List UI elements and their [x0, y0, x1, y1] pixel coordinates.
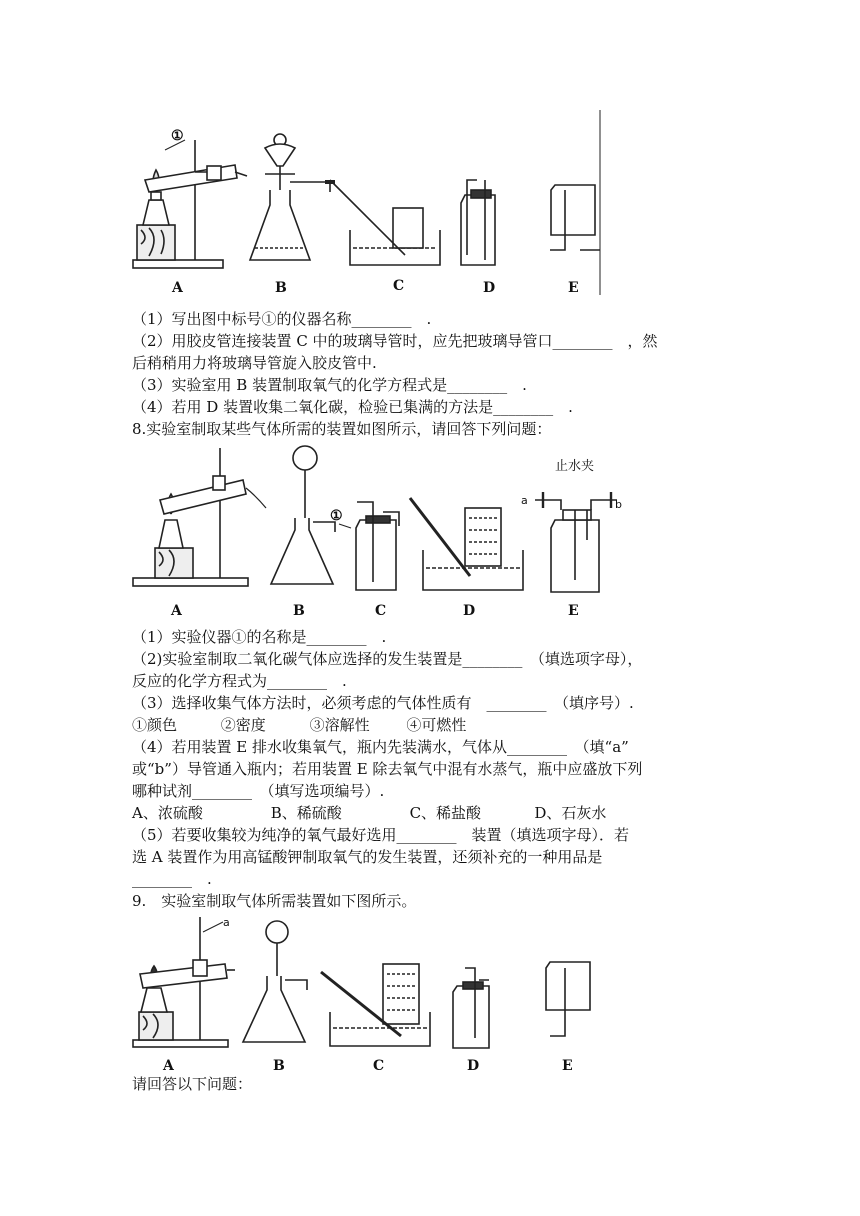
q8-apparatus-d-water-trough: [410, 498, 523, 590]
q9-marker-a: a: [223, 916, 230, 929]
q8-part-1: （1）实验仪器①的名称是________ .: [132, 628, 387, 646]
figure1-label-c: C: [393, 278, 405, 294]
port-b-label: b: [615, 498, 622, 511]
q8-part-3: （3）选择收集气体方法时，必须考虑的气体性质有 ________ （填序号）.: [132, 694, 634, 712]
q9-apparatus-b-flask-funnel: [243, 921, 307, 1042]
marker-1: ①: [171, 128, 184, 144]
apparatus-d-gas-bottle: [461, 180, 495, 265]
q8-marker-1: ①: [330, 508, 343, 524]
q9-apparatus-e-inverted-bottle: [546, 962, 590, 1036]
q9-apparatus-a-heating-setup: [133, 917, 235, 1047]
apparatus-c-water-trough: [325, 180, 440, 265]
q8-part-2-line-2: 反应的化学方程式为________ .: [132, 672, 347, 690]
figure3-label-a: A: [163, 1058, 174, 1072]
q8-p4-option-d: D、石灰水: [534, 804, 607, 822]
q8-apparatus-c-gas-bottle: [339, 502, 399, 590]
q8-part-4-line-2: 或“b”）导管通入瓶内；若用装置 E 除去氧气中混有水蒸气，瓶中应盛放下列: [132, 760, 643, 778]
figure2-label-b: B: [293, 603, 305, 619]
q8-part-5-line-1: （5）若要收集较为纯净的氧气最好选用________ 装置（填选项字母）．若: [132, 826, 630, 844]
q7-part-3: （3）实验室用 B 装置制取氧气的化学方程式是________ .: [132, 376, 527, 394]
figure3-label-c: C: [373, 1058, 385, 1072]
q8-p3-option-1: ①颜色: [132, 716, 178, 734]
q8-part-5-line-2: 选 A 装置作为用高锰酸钾制取氧气的发生装置，还须补充的一种用品是: [132, 848, 603, 866]
figure2-label-c: C: [375, 603, 387, 619]
q8-p4-option-c: C、稀盐酸: [409, 804, 482, 822]
port-a-label: a: [521, 494, 528, 507]
q8-p3-option-2: ②密度: [220, 716, 266, 734]
figure3-label-d: D: [467, 1058, 480, 1072]
apparatus-figure-q9: [125, 912, 605, 1072]
figure1-label-a: A: [172, 280, 183, 296]
stop-clamp-label: 止水夹: [555, 459, 595, 474]
figure2-label-d: D: [463, 603, 476, 619]
q8-part-5-line-3: ________ .: [132, 870, 212, 888]
apparatus-figure-q7: [125, 110, 615, 300]
q7-part-2-line-1: （2）用胶皮管连接装置 C 中的玻璃导管时，应先把玻璃导管口________ ，然: [132, 332, 658, 350]
q8-apparatus-a-heating-setup: [133, 448, 266, 586]
q8-title: 8.实验室制取某些气体所需的装置如图所示，请回答下列问题：: [132, 420, 552, 438]
apparatus-b-flask-funnel: [250, 134, 330, 260]
q9-apparatus-d-gas-bottle: [453, 968, 489, 1048]
q8-part-4-line-1: （4）若用装置 E 排水收集氧气，瓶内先装满水，气体从________ （填“a”: [132, 738, 629, 756]
q8-apparatus-b-flask-funnel: [271, 446, 335, 584]
q8-part-2-line-1: （2)实验室制取二氧化碳气体应选择的发生装置是________ （填选项字母），: [132, 650, 643, 668]
q9-title: 9. 实验室制取气体所需装置如下图所示。: [132, 892, 417, 910]
figure3-label-e: E: [562, 1058, 573, 1072]
q9-apparatus-c-water-trough: [321, 964, 430, 1046]
q7-part-2-line-2: 后稍稍用力将玻璃导管旋入胶皮管中.: [132, 354, 377, 372]
apparatus-e-inverted-bottle: [550, 110, 600, 295]
apparatus-a-heating-setup: [133, 140, 247, 268]
apparatus-figure-q8: [125, 440, 625, 620]
q8-apparatus-e-gas-washing-bottle: [535, 492, 617, 592]
q9-prompt: 请回答以下问题：: [132, 1075, 253, 1093]
figure1-label-b: B: [275, 280, 287, 296]
q8-p3-option-4: ④可燃性: [406, 716, 467, 734]
figure3-label-b: B: [273, 1058, 285, 1072]
figure2-label-e: E: [568, 603, 579, 619]
q8-p3-option-3: ③溶解性: [309, 716, 370, 734]
q8-p4-option-b: B、稀硫酸: [270, 804, 342, 822]
q7-part-1: （1）写出图中标号①的仪器名称________ .: [132, 310, 432, 328]
figure1-label-e: E: [568, 280, 579, 296]
q7-part-4: （4）若用 D 装置收集二氧化碳，检验已集满的方法是________ .: [132, 398, 573, 416]
q8-part-4-options: [132, 802, 732, 824]
figure2-label-a: A: [171, 603, 182, 619]
q8-part-3-options: [132, 714, 732, 736]
q8-p4-option-a: A、浓硫酸: [132, 804, 203, 822]
figure1-label-d: D: [483, 280, 496, 296]
q8-part-4-line-3: 哪种试剂________ （填写选项编号）.: [132, 782, 385, 800]
